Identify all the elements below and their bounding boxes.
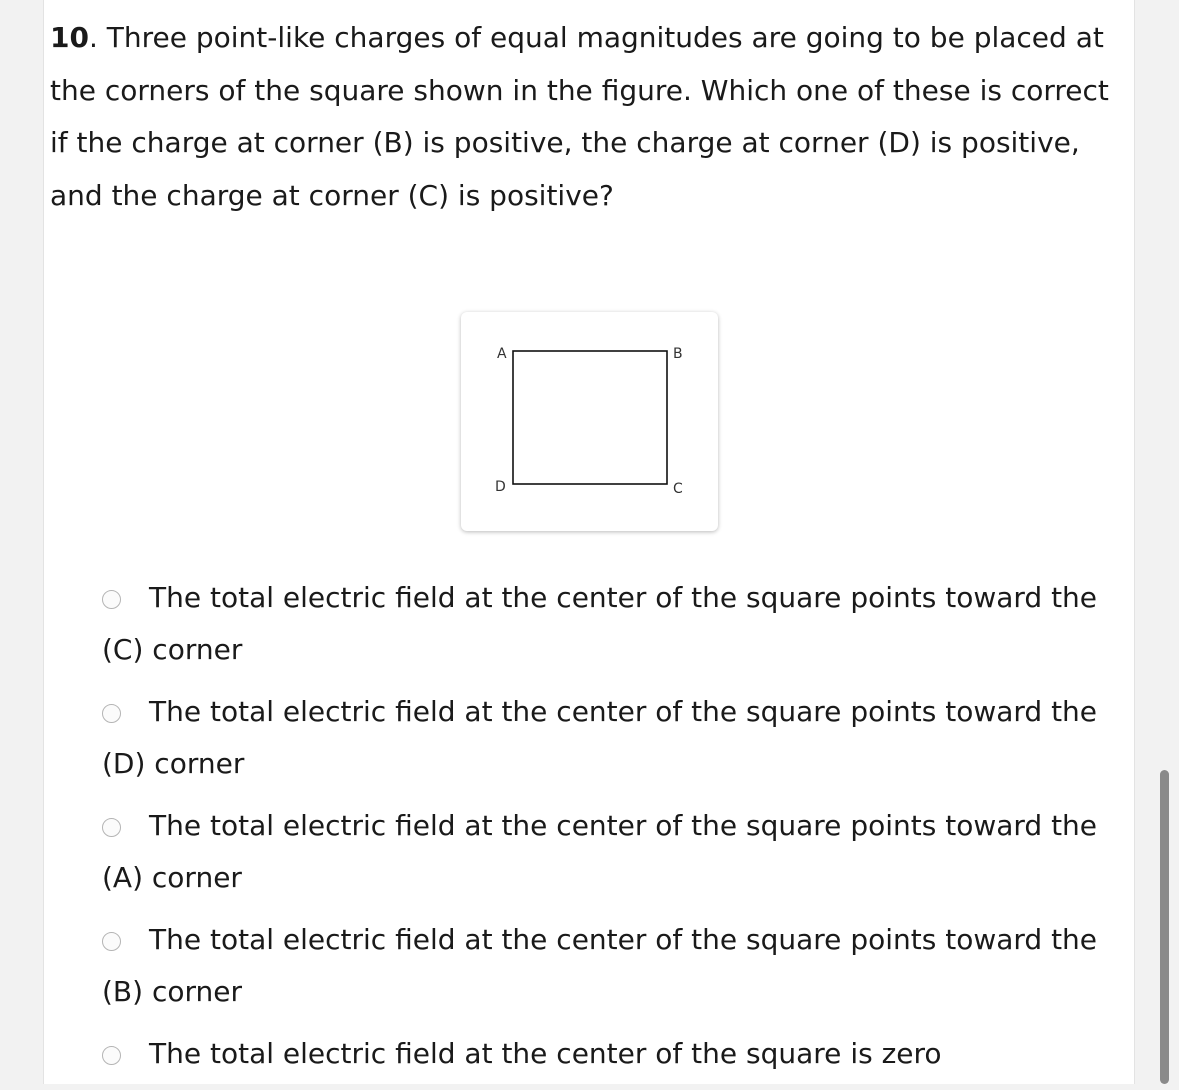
scrollbar-thumb[interactable] xyxy=(1160,770,1169,1084)
radio-button[interactable] xyxy=(102,704,121,723)
option-label: The total electric field at the center of the square points toward the (A) corner xyxy=(102,809,1098,894)
answer-options xyxy=(102,572,1132,1090)
corner-label-d: D xyxy=(495,479,506,495)
option-zero-field[interactable] xyxy=(102,1028,1132,1080)
radio-button[interactable] xyxy=(102,590,121,609)
corner-label-a: A xyxy=(497,346,507,362)
radio-button[interactable] xyxy=(102,932,121,951)
square-shape xyxy=(513,351,667,484)
option-label: The total electric field at the center of the square points toward the (C) corner xyxy=(102,581,1098,666)
question-text xyxy=(50,12,1134,222)
corner-label-b: B xyxy=(673,346,683,362)
radio-button[interactable] xyxy=(102,818,121,837)
corner-label-c: C xyxy=(673,481,683,497)
question-body: . Three point-like charges of equal magnitudes are going to be placed at the corners of the square shown in the figure. Which one of these is correct if the charge at corner (B) is positive, the charge at corner (D) is positive, and the charge at corner (C) is positive? xyxy=(50,21,1109,212)
option-label: The total electric field at the center of the square points toward the (D) corner xyxy=(102,695,1098,780)
option-b-corner[interactable] xyxy=(102,914,1132,1018)
radio-button[interactable] xyxy=(102,1046,121,1065)
option-label: The total electric field at the center of the square is zero xyxy=(149,1037,942,1070)
question-number: 10 xyxy=(50,21,89,54)
option-c-corner[interactable] xyxy=(102,572,1132,676)
option-a-corner[interactable] xyxy=(102,800,1132,904)
square-diagram xyxy=(461,312,718,531)
option-label: The total electric field at the center of the square points toward the (B) corner xyxy=(102,923,1098,1008)
square-figure xyxy=(461,312,718,531)
question-page xyxy=(43,0,1135,1084)
option-d-corner[interactable] xyxy=(102,686,1132,790)
